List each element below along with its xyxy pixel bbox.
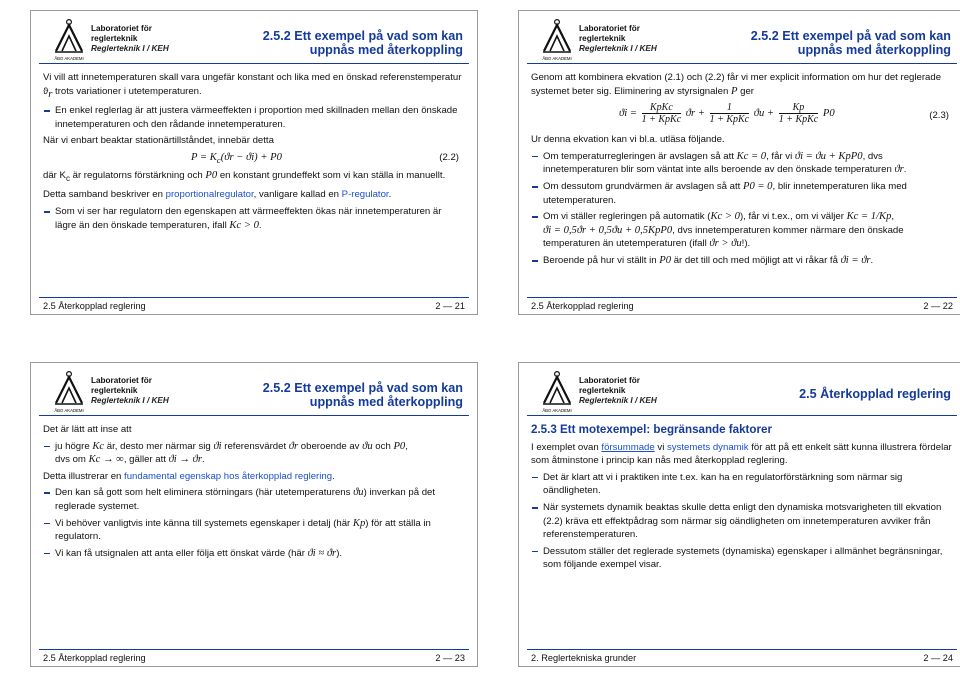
page-number: 2 — 22 bbox=[923, 301, 953, 311]
abo-akademi-logo-icon bbox=[541, 19, 573, 63]
slide-footer bbox=[43, 653, 465, 665]
slide-2-22 bbox=[518, 10, 960, 315]
footer-rule bbox=[39, 297, 469, 298]
bullet-item: Som vi ser har regulatorn den egenskapen att värmeeffekten ökas när innetemperaturen är lägre än den önskade temperaturen, ifall Kc > 0. bbox=[43, 205, 465, 232]
logo-text: ÅBO AKADEMI bbox=[542, 408, 572, 413]
abo-akademi-logo-icon bbox=[53, 19, 85, 63]
slide-body bbox=[43, 423, 465, 563]
term-link: systemets dynamik bbox=[667, 441, 749, 453]
page-number: 2 — 23 bbox=[435, 653, 465, 663]
org-name: Laboratoriet för reglerteknik Reglerteknik I / KEH bbox=[91, 376, 169, 405]
slide-header bbox=[31, 363, 477, 421]
org-name: Laboratoriet för reglerteknik Reglerteknik I / KEH bbox=[579, 376, 657, 405]
slide-2-23 bbox=[30, 362, 478, 667]
bullet-item: Dessutom ställer det reglerade systemets (dynamiska) egenskaper i allmänhet begränsningar, som följande exempel visar. bbox=[531, 545, 953, 572]
paragraph: Detta illustrerar en fundamental egenskap hos återkopplad reglering. bbox=[43, 470, 335, 482]
abo-akademi-logo-icon bbox=[541, 371, 573, 415]
slide-body bbox=[531, 71, 953, 271]
org-name: Laboratoriet för reglerteknik Reglerteknik I / KEH bbox=[91, 24, 169, 53]
slide-2-21 bbox=[30, 10, 478, 315]
bullet-item: Beroende på hur vi ställt in P0 är det till och med möjligt att vi råkar få ϑi = ϑr. bbox=[531, 254, 953, 268]
page-number: 2 — 21 bbox=[435, 301, 465, 311]
paragraph: Det är lätt att inse att bbox=[43, 424, 132, 435]
equation-2-3: ϑi = $\frac{\text{KpKc}}{\text{1 + KpKc}}$ ϑr + $\frac{1}{\text{1 + KpKc}}$ ϑu + $\frac{Kp}{\text{1 + KpKc}}$ P0 (2.3) bbox=[619, 102, 949, 126]
slide-2-24 bbox=[518, 362, 960, 667]
paragraph: Ur denna ekvation kan vi bl.a. utläsa följande. bbox=[531, 134, 725, 146]
slide-footer bbox=[43, 301, 465, 313]
paragraph: När vi enbart beaktar stationärtillståndet, innebär detta bbox=[43, 135, 274, 147]
org-name: Laboratoriet för reglerteknik Reglerteknik I / KEH bbox=[579, 24, 657, 53]
paragraph: Detta samband beskriver en proportionalregulator, vanligare kallad en P-regulator. bbox=[43, 189, 392, 201]
bullet-item: När systemets dynamik beaktas skulle detta enligt den dynamiska motsvarigheten till ekvation (2.2) kräva ett effektpådrag som närmar sig oändligheten om innetemperaturen avviker från referenstemperaturen. bbox=[531, 501, 953, 542]
slide-title: 2.5 Återkopplad reglering bbox=[799, 387, 951, 401]
bullet-item: ju högre Kc är, desto mer närmar sig ϑi referensvärdet ϑr oberoende av ϑu och P0, dvs om Kc → ∞, gäller att ϑi → ϑr. bbox=[43, 440, 465, 467]
slide-header bbox=[519, 363, 960, 421]
bullet-item: Om dessutom grundvärmen är avslagen så att P0 = 0, blir innetemperaturen lika med utetemperaturen. bbox=[531, 180, 953, 207]
header-rule bbox=[527, 415, 957, 416]
abo-akademi-logo-icon bbox=[53, 371, 85, 415]
footer-rule bbox=[527, 649, 957, 650]
header-rule bbox=[527, 63, 957, 64]
term-link: försummade bbox=[601, 441, 655, 453]
slide-title: 2.5.2 Ett exempel på vad som kan uppnås med återkoppling bbox=[262, 381, 463, 409]
header-rule bbox=[39, 63, 469, 64]
slide-header bbox=[519, 11, 960, 69]
slide-header bbox=[31, 11, 477, 69]
bullet-item: En enkel reglerlag är att justera värmeeffekten i proportion med skillnaden mellan den önskade innetemperaturen och den rådande innetemperaturen. bbox=[43, 104, 465, 131]
term-link: P-regulator bbox=[341, 189, 389, 201]
bullet-item: Om vi ställer regleringen på automatik (Kc > 0), får vi t.ex., om vi väljer Kc = 1/Kp, ϑi = 0,5ϑr + 0,5ϑu + 0,5KpP0, dvs innetemperaturen kommer närmare den önskade temperaturen än utetemperaturen (ifall ϑr > ϑu!). bbox=[531, 210, 953, 251]
slide-title: 2.5.2 Ett exempel på vad som kan uppnås med återkoppling bbox=[262, 29, 463, 57]
logo-text: ÅBO AKADEMI bbox=[54, 408, 84, 413]
footer-section: 2.5 Återkopplad reglering bbox=[531, 301, 634, 311]
footer-rule bbox=[527, 297, 957, 298]
slide-body bbox=[531, 423, 953, 575]
slide-footer bbox=[531, 653, 953, 665]
bullet-item: Den kan så gott som helt eliminera störningars (här utetemperaturens ϑu) inverkan på det reglerade systemet. bbox=[43, 486, 465, 513]
paragraph: Genom att kombinera ekvation (2.1) och (2.2) får vi mer explicit information om hur det reglerade systemet beter sig. Eliminering av styrsignalen P ger bbox=[531, 72, 942, 97]
header-rule bbox=[39, 415, 469, 416]
bullet-item: Vi kan få utsignalen att anta eller följa ett önskat värde (här ϑi ≈ ϑr). bbox=[43, 547, 465, 561]
logo-text: ÅBO AKADEMI bbox=[542, 56, 572, 61]
bullet-item: Om temperaturregleringen är avslagen så att Kc = 0, får vi ϑi = ϑu + KpP0, dvs innetemperaturen blir som väntat inte alls beroende av den önskade temperaturen ϑr. bbox=[531, 150, 953, 177]
footer-section: 2. Reglertekniska grunder bbox=[531, 653, 637, 663]
equation-2-2: $P = K_c(ϑr - ϑi) + P0$ (2.2) bbox=[191, 151, 459, 165]
slide-body bbox=[43, 71, 465, 235]
logo-text: ÅBO AKADEMI bbox=[54, 56, 84, 61]
bullet-item: Det är klart att vi i praktiken inte t.ex. kan ha en regulatorförstärkning som närmar sig oändligheten. bbox=[531, 471, 953, 498]
footer-section: 2.5 Återkopplad reglering bbox=[43, 301, 146, 311]
footer-rule bbox=[39, 649, 469, 650]
page-number: 2 — 24 bbox=[923, 653, 953, 663]
slide-footer bbox=[531, 301, 953, 313]
slide-title: 2.5.2 Ett exempel på vad som kan uppnås med återkoppling bbox=[750, 29, 951, 57]
equation-number: (2.3) bbox=[929, 110, 949, 122]
term-link: fundamental egenskap hos återkopplad reglering bbox=[124, 470, 333, 482]
paragraph: I exemplet ovan försummade vi systemets dynamik för att på ett enkelt sätt kunna illustrera fördelar som åtminstone i princip kan nås med återkopplad reglering. bbox=[531, 441, 952, 467]
term-link: proportionalregulator bbox=[165, 189, 254, 201]
paragraph: där $K_c$ är regulatorns förstärkning och P0 en konstant grundeffekt som vi kan ställa in manuellt. bbox=[43, 169, 446, 183]
bullet-item: Vi behöver vanligtvis inte känna till systemets egenskaper i detalj (här Kp) för att ställa in regulatorn. bbox=[43, 517, 465, 544]
footer-section: 2.5 Återkopplad reglering bbox=[43, 653, 146, 663]
paragraph: Vi vill att innetemperaturen skall vara ungefär konstant och lika med en önskad referenstemperatur $ϑ_r$ trots variationer i utetemperaturen. bbox=[43, 72, 462, 100]
equation-number: (2.2) bbox=[439, 151, 459, 163]
section-subtitle: 2.5.3 Ett motexempel: begränsande faktorer bbox=[531, 423, 772, 436]
